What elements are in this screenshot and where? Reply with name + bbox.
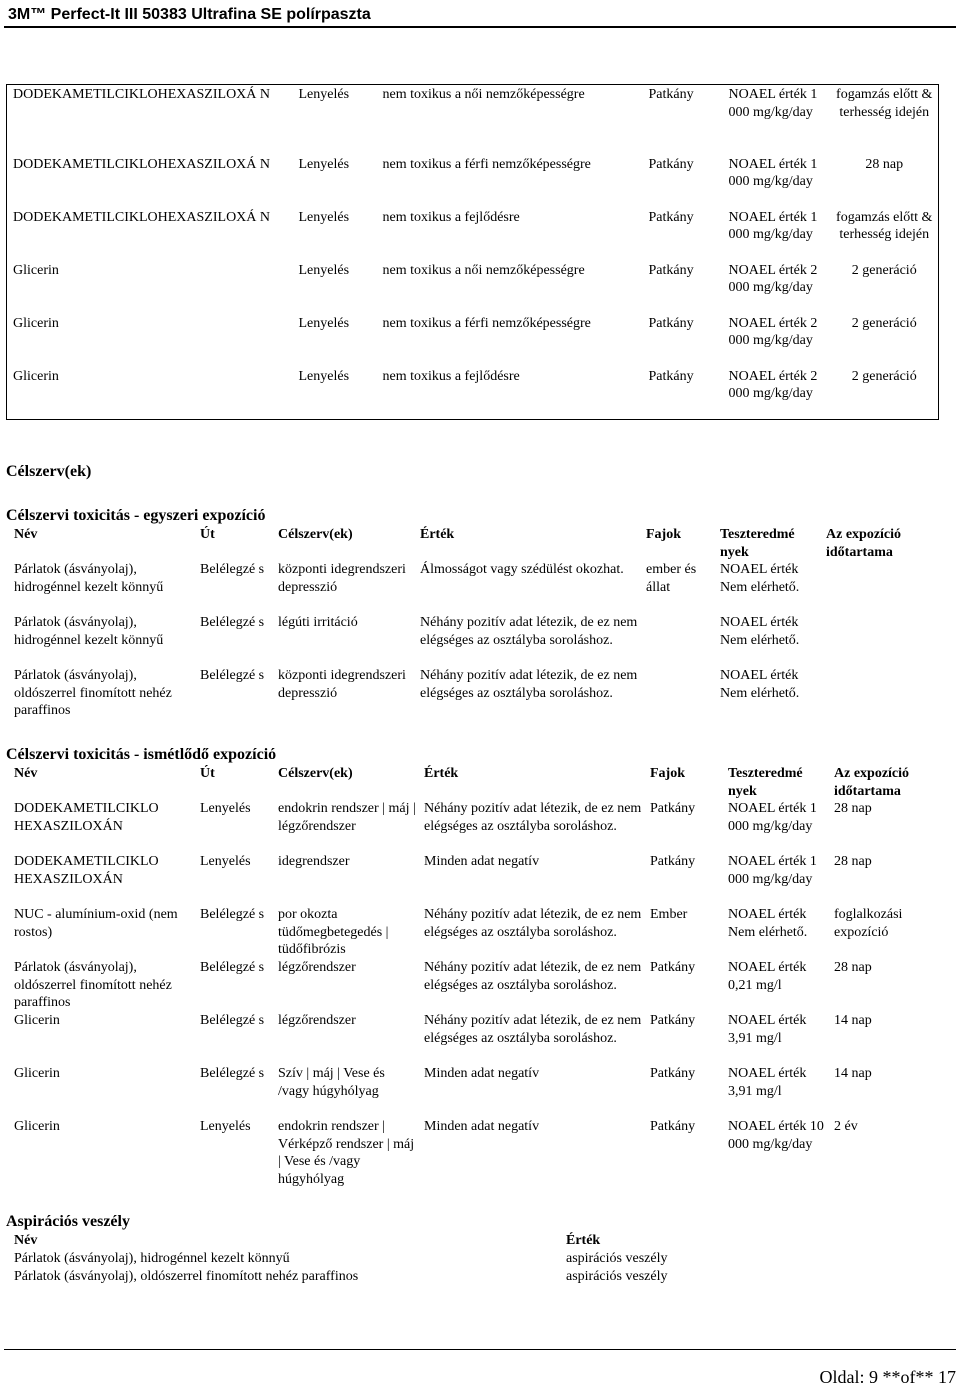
table-cell: 2 év <box>834 1119 858 1134</box>
table-cell <box>640 614 714 667</box>
repro-route-cell: Lenyelés <box>298 87 350 102</box>
table-cell: Glicerin <box>14 1066 60 1081</box>
single-exposure-table <box>8 526 938 720</box>
repro-value-cell: NOAEL érték 1 000 mg/kg/day <box>728 156 818 189</box>
table-row <box>7 208 939 261</box>
table-cell: DODEKAMETILCIKLO HEXASZILOXÁN <box>14 854 159 887</box>
table-cell: NOAEL érték 10 000 mg/kg/day <box>728 1119 824 1152</box>
table-cell: Lenyelés <box>200 1119 251 1134</box>
table-cell <box>820 614 938 667</box>
table-cell: idegrendszer <box>278 854 350 869</box>
table-row <box>8 959 938 1012</box>
single-exposure-heading: Célszervi toxicitás - egyszeri expozíció <box>6 507 266 524</box>
table-cell: Néhány pozitív adat létezik, de ez nem elégséges az osztályba soroláshoz. <box>420 668 638 701</box>
table-cell: Belélegzé s <box>200 668 265 683</box>
table-cell: Patkány <box>650 960 696 975</box>
column-header: Út <box>200 527 215 542</box>
repro-species-cell: Patkány <box>648 209 694 225</box>
table-cell: Belélegzé s <box>200 1013 265 1028</box>
repeated-exposure-table <box>8 765 938 1188</box>
column-header: Fajok <box>646 527 681 542</box>
table-cell: ember és állat <box>646 562 697 595</box>
table-cell: Patkány <box>650 854 696 869</box>
table-cell: Néhány pozitív adat létezik, de ez nem elégséges az osztályba soroláshoz. <box>424 801 642 834</box>
repro-effect-cell: nem toxikus a férfi nemzőképességre <box>382 315 591 331</box>
repro-route-cell: Lenyelés <box>298 315 350 331</box>
column-header: Név <box>14 766 38 781</box>
table-cell: 14 nap <box>834 1066 872 1081</box>
table-cell: Glicerin <box>14 1013 60 1028</box>
table-cell: NOAEL érték 1 000 mg/kg/day <box>728 854 817 887</box>
repro-name-cell: Glicerin <box>13 262 59 278</box>
table-cell: Patkány <box>650 1013 696 1028</box>
table-cell: NOAEL érték 0,21 mg/l <box>728 960 807 993</box>
repro-duration-cell: 2 generáció <box>851 315 917 331</box>
table-cell: Belélegzé s <box>200 562 265 577</box>
table-cell: 28 nap <box>834 854 872 869</box>
repro-effect-cell: nem toxikus a fejlődésre <box>382 368 520 384</box>
column-header: Név <box>14 527 38 542</box>
table-row <box>7 85 939 155</box>
column-header: Érték <box>566 1233 601 1248</box>
table-row <box>7 314 939 367</box>
table-cell: Párlatok (ásványolaj), oldószerrel finomított nehéz paraffinos <box>14 960 172 1010</box>
table-cell: aspirációs veszély <box>566 1250 668 1266</box>
column-header: Az expozíció időtartama <box>834 766 910 799</box>
table-cell: Szív | máj | Vese és /vagy húgyhólyag <box>278 1066 385 1099</box>
table-row <box>8 561 938 614</box>
table-cell: NOAEL érték Nem elérhető. <box>728 907 808 940</box>
repro-name-cell: DODEKAMETILCIKLOHEXASZILOXÁ N <box>13 156 271 172</box>
repro-value-cell: NOAEL érték 1 000 mg/kg/day <box>728 209 818 242</box>
repro-effect-cell: nem toxikus a női nemzőképességre <box>382 262 585 278</box>
table-cell: légúti irritáció <box>278 615 358 630</box>
repro-species-cell: Patkány <box>648 368 694 384</box>
table-cell: NUC - alumínium-oxid (nem rostos) <box>14 907 178 940</box>
repro-name-cell: DODEKAMETILCIKLOHEXASZILOXÁ N <box>13 209 271 225</box>
table-cell: por okozta tüdőmegbetegedés | tüdőfibrózis <box>278 907 389 957</box>
table-cell: 28 nap <box>834 801 872 816</box>
table-row <box>7 155 939 208</box>
table-cell: NOAEL érték 1 000 mg/kg/day <box>728 801 817 834</box>
table-cell: légzőrendszer <box>278 1013 356 1028</box>
aspiration-table <box>8 1232 688 1286</box>
repro-duration-cell: fogamzás előtt & terhesség idején <box>836 87 933 120</box>
repro-species-cell: Patkány <box>648 262 694 278</box>
column-header: Az expozíció időtartama <box>826 527 902 560</box>
table-cell: Párlatok (ásványolaj), hidrogénnel kezelt könnyű <box>14 615 164 648</box>
column-header: Érték <box>420 527 455 542</box>
table-row <box>8 1065 938 1118</box>
table-row <box>7 261 939 314</box>
table-cell: Néhány pozitív adat létezik, de ez nem elégséges az osztályba soroláshoz. <box>424 907 642 940</box>
repro-duration-cell: 2 generáció <box>851 262 917 278</box>
table-cell: Glicerin <box>14 1119 60 1134</box>
column-header: Út <box>200 766 215 781</box>
table-cell: Párlatok (ásványolaj), oldószerrel finomított nehéz paraffinos <box>14 668 172 718</box>
table-cell: NOAEL érték Nem elérhető. <box>720 615 800 648</box>
repro-route-cell: Lenyelés <box>298 368 350 384</box>
table-cell: foglalkozási expozíció <box>834 907 903 940</box>
repro-value-cell: NOAEL érték 2 000 mg/kg/day <box>728 315 818 348</box>
repro-species-cell: Patkány <box>648 315 694 331</box>
column-header: Fajok <box>650 766 685 781</box>
aspiration-heading: Aspirációs veszély <box>6 1213 130 1230</box>
column-header: Célszerv(ek) <box>278 527 353 542</box>
table-cell: Párlatok (ásványolaj), oldószerrel finomított nehéz paraffinos <box>14 1268 359 1284</box>
table-cell: NOAEL érték 3,91 mg/l <box>728 1066 807 1099</box>
table-cell: DODEKAMETILCIKLO HEXASZILOXÁN <box>14 801 159 834</box>
table-cell <box>640 667 714 720</box>
document-title: 3M™ Perfect-It III 50383 Ultrafina SE polírpaszta <box>4 4 956 28</box>
table-cell: Álmosságot vagy szédülést okozhat. <box>420 562 624 577</box>
table-row <box>8 1012 938 1065</box>
table-row <box>8 1250 688 1268</box>
repro-effect-cell: nem toxikus a férfi nemzőképességre <box>382 156 591 172</box>
repro-name-cell: Glicerin <box>13 315 59 331</box>
target-organs-heading: Célszerv(ek) <box>6 463 92 480</box>
repro-value-cell: NOAEL érték 2 000 mg/kg/day <box>728 262 818 295</box>
table-cell: Minden adat negatív <box>424 854 540 869</box>
table-cell: központi idegrendszeri depresszió <box>278 668 406 701</box>
table-cell: központi idegrendszeri depresszió <box>278 562 406 595</box>
repro-value-cell: NOAEL érték 1 000 mg/kg/day <box>728 87 818 120</box>
table-cell: Párlatok (ásványolaj), hidrogénnel kezelt könnyű <box>14 1250 290 1266</box>
footer-divider <box>4 1349 956 1350</box>
table-cell: aspirációs veszély <box>566 1268 668 1284</box>
table-cell: NOAEL érték Nem elérhető. <box>720 668 800 701</box>
table-cell: légzőrendszer <box>278 960 356 975</box>
table-cell: Belélegzé s <box>200 615 265 630</box>
table-cell: Ember <box>650 907 688 922</box>
table-cell: endokrin rendszer | Vérképző rendszer | máj | Vese és /vagy húgyhólyag <box>278 1119 415 1187</box>
page-number: Oldal: 9 **of** 17 <box>819 1367 956 1387</box>
repro-duration-cell: 28 nap <box>865 156 904 172</box>
table-cell: Néhány pozitív adat létezik, de ez nem elégséges az osztályba soroláshoz. <box>424 960 642 993</box>
table-row <box>8 853 938 906</box>
table-cell: Belélegzé s <box>200 1066 265 1081</box>
table-cell: Lenyelés <box>200 801 251 816</box>
table-row <box>8 1118 938 1188</box>
repro-species-cell: Patkány <box>648 87 694 102</box>
repro-value-cell: NOAEL érték 2 000 mg/kg/day <box>728 368 818 401</box>
column-header: Teszteredmé nyek <box>720 527 795 560</box>
repro-effect-cell: nem toxikus a fejlődésre <box>382 209 520 225</box>
table-cell: Minden adat negatív <box>424 1119 540 1134</box>
column-header: Célszerv(ek) <box>278 766 353 781</box>
table-row <box>8 906 938 959</box>
table-cell: Lenyelés <box>200 854 251 869</box>
table-cell: Patkány <box>650 1066 696 1081</box>
table-cell: Belélegzé s <box>200 907 265 922</box>
table-row <box>8 667 938 720</box>
table-cell: Patkány <box>650 801 696 816</box>
table-cell <box>820 667 938 720</box>
table-cell: Néhány pozitív adat létezik, de ez nem elégséges az osztályba soroláshoz. <box>420 615 638 648</box>
table-row <box>8 614 938 667</box>
table-cell: Patkány <box>650 1119 696 1134</box>
column-header: Teszteredmé nyek <box>728 766 803 799</box>
repro-route-cell: Lenyelés <box>298 156 350 172</box>
table-cell <box>820 561 938 614</box>
table-cell: 14 nap <box>834 1013 872 1028</box>
reproductive-toxicity-table <box>6 84 939 420</box>
table-cell: endokrin rendszer | máj | légzőrendszer <box>278 801 416 834</box>
table-cell: Néhány pozitív adat létezik, de ez nem elégséges az osztályba soroláshoz. <box>424 1013 642 1046</box>
table-row <box>7 367 939 420</box>
repro-route-cell: Lenyelés <box>298 209 350 225</box>
column-header: Érték <box>424 766 459 781</box>
repro-effect-cell: nem toxikus a női nemzőképességre <box>382 87 585 102</box>
table-cell: NOAEL érték 3,91 mg/l <box>728 1013 807 1046</box>
table-cell: NOAEL érték Nem elérhető. <box>720 562 800 595</box>
repro-route-cell: Lenyelés <box>298 262 350 278</box>
column-header: Név <box>14 1233 38 1248</box>
repro-duration-cell: fogamzás előtt & terhesség idején <box>836 209 933 242</box>
repro-duration-cell: 2 generáció <box>851 368 917 384</box>
repro-name-cell: Glicerin <box>13 368 59 384</box>
repro-species-cell: Patkány <box>648 156 694 172</box>
table-row <box>8 800 938 853</box>
repro-name-cell: DODEKAMETILCIKLOHEXASZILOXÁ N <box>13 87 271 102</box>
table-cell: Belélegzé s <box>200 960 265 975</box>
repeated-exposure-heading: Célszervi toxicitás - ismétlődő expozíció <box>6 746 277 763</box>
table-row <box>8 1268 688 1286</box>
table-cell: Minden adat negatív <box>424 1066 540 1081</box>
table-cell: Párlatok (ásványolaj), hidrogénnel kezelt könnyű <box>14 562 164 595</box>
table-cell: 28 nap <box>834 960 872 975</box>
